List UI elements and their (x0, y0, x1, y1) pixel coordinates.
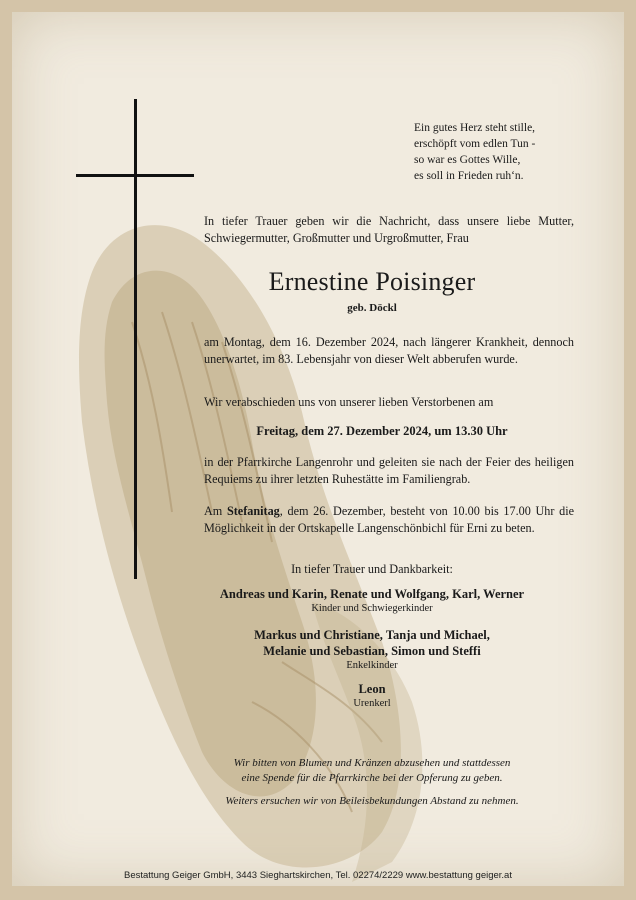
family-children-role: Kinder und Schwiegerkinder (311, 603, 433, 614)
family-children-names: Andreas und Karin, Renate und Wolfgang, Karl, Werner (219, 587, 525, 601)
deceased-name: Ernestine Poisinger (268, 267, 476, 296)
vigil-prefix: Am (204, 504, 227, 518)
poem-line: erschöpft vom edlen Tun - (414, 138, 536, 150)
funeral-date: Freitag, dem 27. Dezember 2024, um 13.30 Uhr (256, 424, 508, 438)
poem-line: es soll in Frieden ruh‘n. (414, 170, 524, 182)
cross-horizontal-bar (76, 174, 194, 177)
vigil-day: Stefanitag (226, 504, 280, 518)
family-greatgrandchild-role: Urenkerl (353, 698, 391, 709)
intro-text: In tiefer Trauer geben wir die Nachricht, dass unsere liebe Mutter, Schwiegermutter, Großmutter und Urgroßmutter, Frau (204, 214, 574, 245)
family-greatgrandchild-name: Leon (358, 682, 386, 696)
farewell-intro: Wir verabschieden uns von unserer lieben Verstorbenen am (204, 395, 494, 409)
birth-name: geb. Döckl (347, 302, 397, 314)
request-line-3: Weiters ersuchen wir von Beileisbekundungen Abstand zu nehmen. (225, 795, 519, 807)
footer-funeral-home: Bestattung Geiger GmbH, 3443 Sieghartskirchen, Tel. 02274/2229 www.bestattung geiger.at (124, 870, 512, 881)
mourning-line: In tiefer Trauer und Dankbarkeit: (291, 562, 453, 576)
death-text: am Montag, dem 16. Dezember 2024, nach längerer Krankheit, dennoch unerwartet, im 83. Lebensjahr von dieser Welt abberufen wurde. (204, 335, 574, 366)
family-grandchildren-role: Enkelkinder (346, 660, 398, 671)
request-line-2: eine Spende für die Pfarrkirche bei der Opferung zu geben. (241, 772, 503, 784)
request-line-1: Wir bitten von Blumen und Kränzen abzusehen und stattdessen (233, 757, 511, 769)
poem (414, 120, 614, 184)
obituary-sheet (12, 12, 624, 886)
family-grandchildren-names: Markus und Christiane, Tanja und Michael, (254, 628, 490, 642)
poem-line: so war es Gottes Wille, (414, 154, 521, 166)
poem-line: Ein gutes Herz steht stille, (414, 122, 536, 134)
funeral-text: in der Pfarrkirche Langenrohr und geleiten sie nach der Feier des heiligen Requiems zu ihrer letzten Ruhestätte im Familiengrab. (204, 455, 574, 486)
vigil-rest: , dem 26. Dezember, besteht von 10.00 bis 17.00 Uhr die Möglichkeit in der Ortskapelle Langenschönbichl für Erni zu beten. (204, 504, 575, 535)
cross-vertical-bar (134, 99, 137, 579)
family-grandchildren-names-2: Melanie und Sebastian, Simon und Steffi (263, 644, 481, 658)
vigil-text (204, 503, 574, 536)
